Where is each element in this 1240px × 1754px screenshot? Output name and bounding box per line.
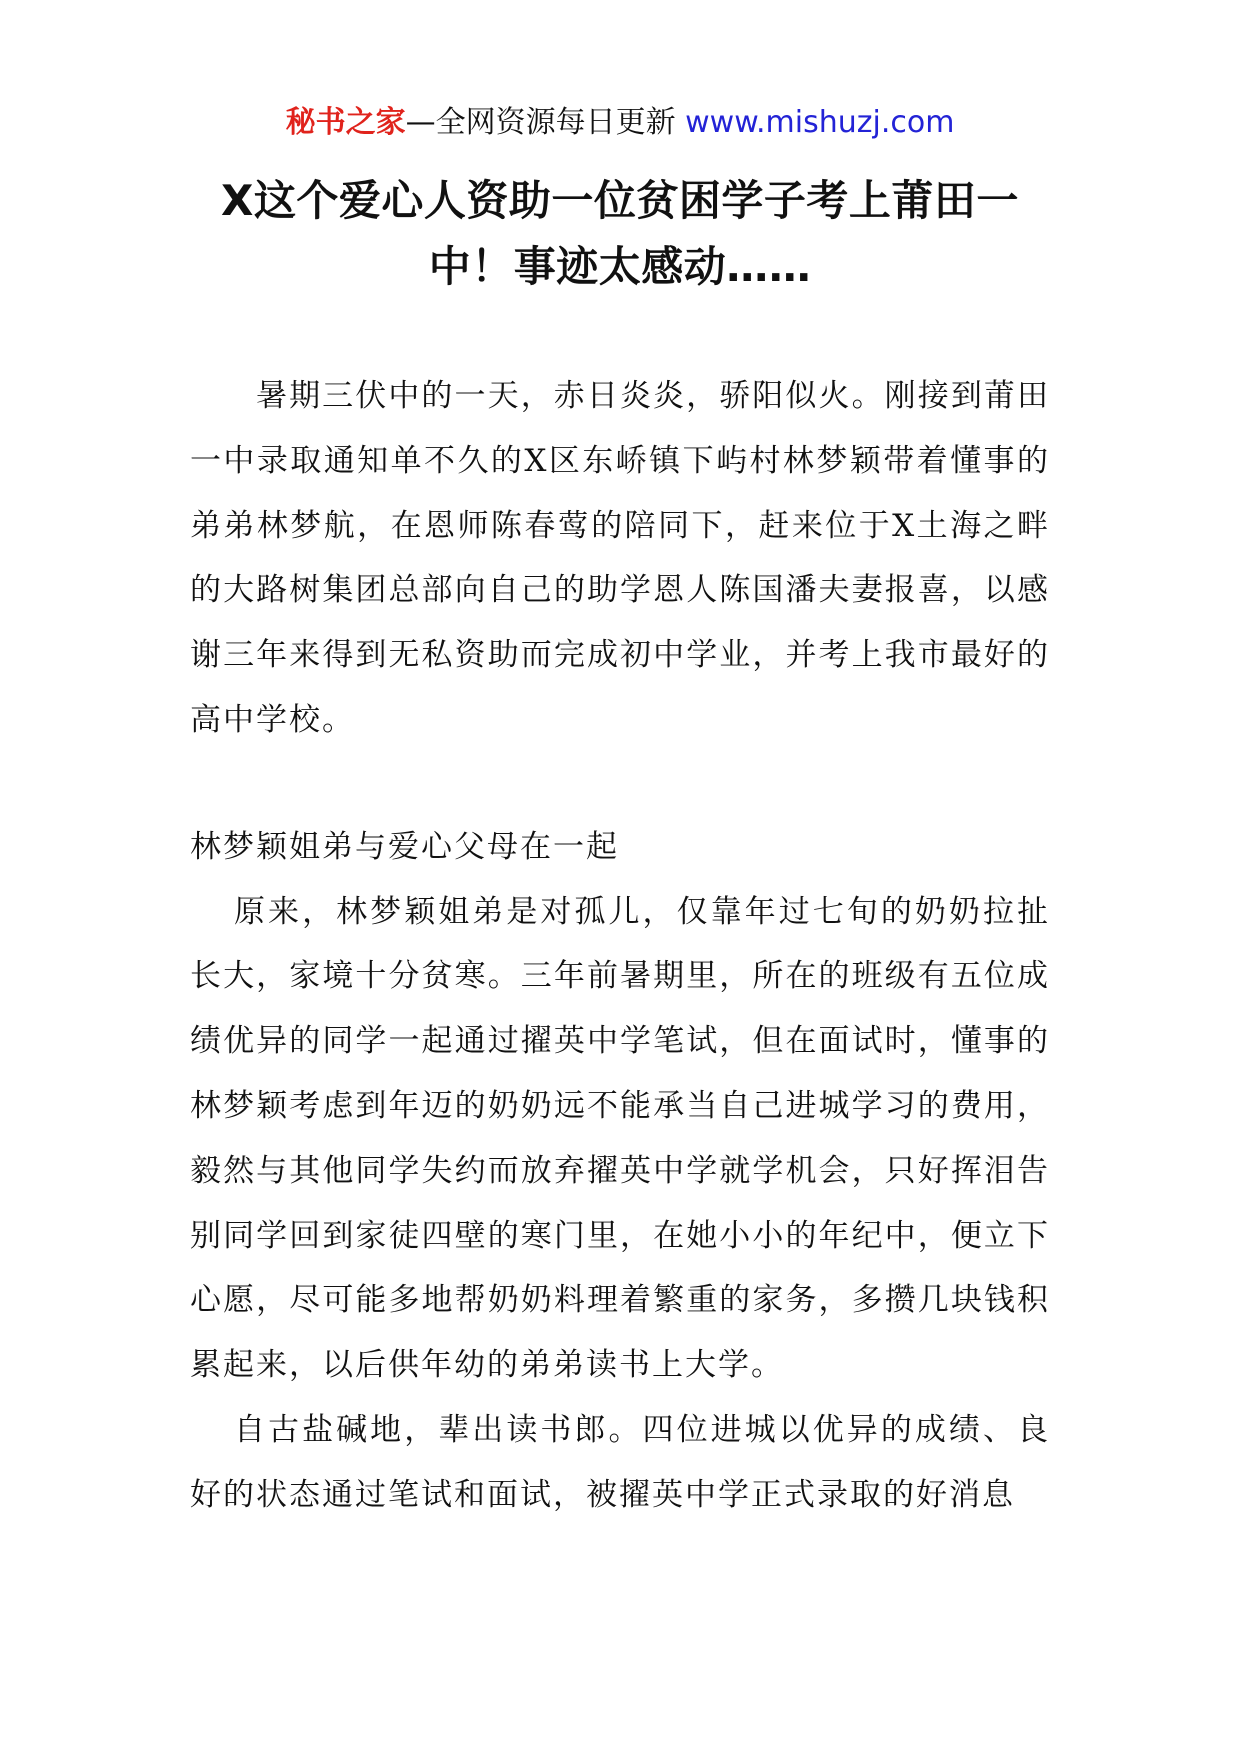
- site-tagline: —全网资源每日更新: [405, 105, 676, 140]
- article-body: [190, 364, 1050, 1528]
- article-title: X这个爱心人资助一位贫困学子考上莆田一中！事迹太感动……: [221, 176, 1019, 291]
- paragraph-2: 原来，林梦颖姐弟是对孤儿，仅靠年过七旬的奶奶拉扯长大，家境十分贫寒。三年前暑期里，所在的班级有五位成绩优异的同学一起通过擢英中学笔试，但在面试时，懂事的林梦颖考虑到年迈的奶奶远不能承当自己进城学习的费用，毅然与其他同学失约而放弃擢英中学就学机会，只好挥泪告别同学回到家徒四壁的寒门里，在她小小的年纪中，便立下心愿，尽可能多地帮奶奶料理着繁重的家务，多攒几块钱积累起来，以后供年幼的弟弟读书上大学。: [190, 893, 1050, 1384]
- site-header: [0, 103, 1240, 143]
- photo-caption: 林梦颖姐弟与爱心父母在一起: [190, 828, 619, 865]
- paragraph-1: 暑期三伏中的一天，赤日炎炎，骄阳似火。刚接到莆田一中录取通知单不久的X区东峤镇下屿村林梦颖带着懂事的弟弟林梦航，在恩师陈春莺的陪同下，赶来位于X土海之畔的大路树集团总部向自己的助学恩人陈国潘夫妻报喜，以感谢三年来得到无私资助而完成初中学业，并考上我市最好的高中学校。: [190, 378, 1050, 738]
- site-brand: 秘书之家: [285, 105, 406, 140]
- site-url-link[interactable]: www.mishuzj.com: [685, 105, 955, 140]
- paragraph-3: 自古盐碱地，辈出读书郎。四位进城以优异的成绩、良好的状态通过笔试和面试，被擢英中学正式录取的好消息: [190, 1411, 1050, 1513]
